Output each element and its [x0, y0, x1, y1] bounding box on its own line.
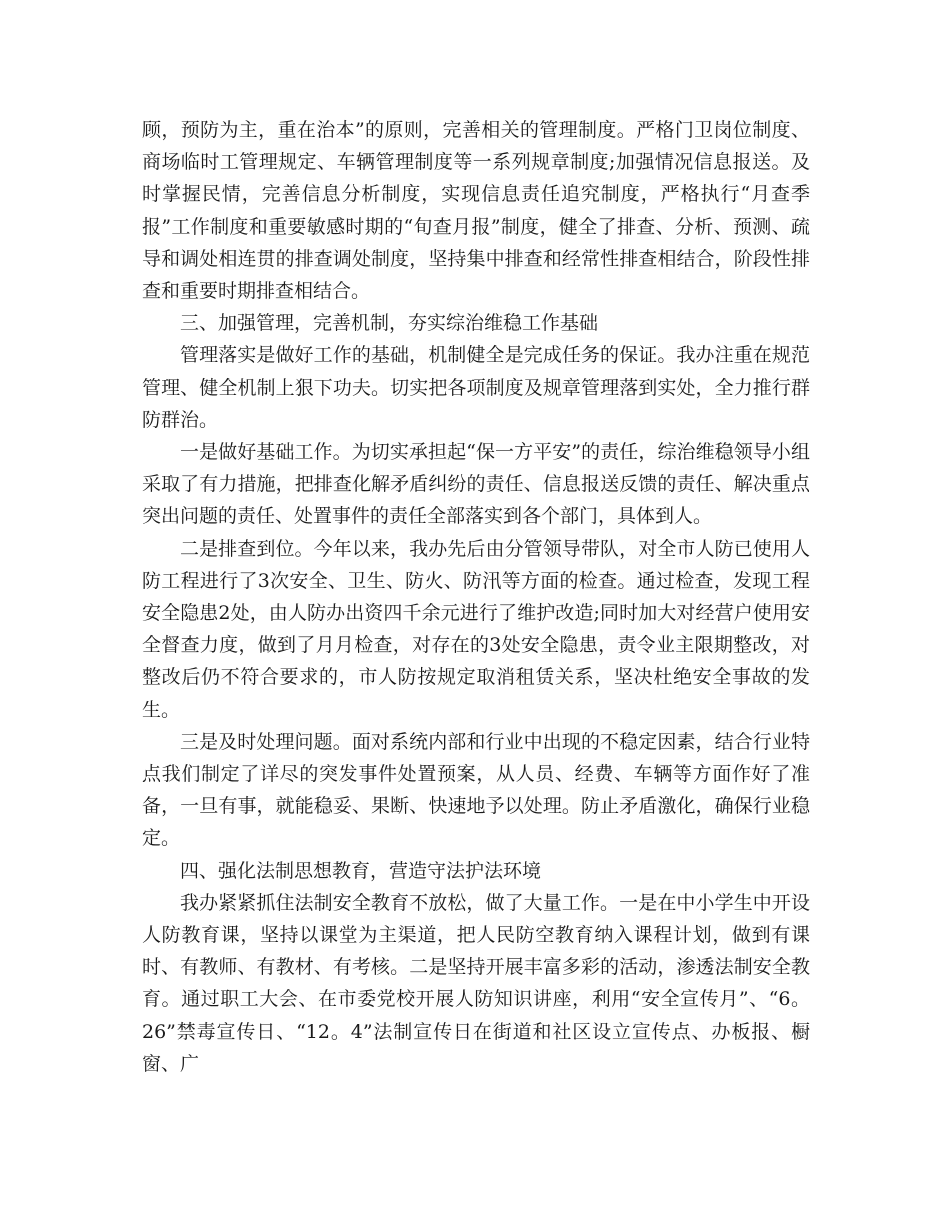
paragraph-legal-education: 我办紧紧抓住法制安全教育不放松，做了大量工作。一是在中小学生中开设人防教育课，坚持以课堂为主渠道，把人民防空教育纳入课程计划，做到有课时、有教师、有教材、有考核。二是坚持开展丰富多彩的活动，渗透法制安全教育。通过职工大会、在市委党校开展人防知识讲座，利用“安全宣传月”、“6。26”禁毒宣传日、“12。4”法制宣传日在街道和社区设立宣传点、办板报、橱窗、广: [142, 891, 810, 1075]
document-page: [142, 114, 810, 1080]
paragraph-intro: 管理落实是做好工作的基础，机制健全是完成任务的保证。我办注重在规范管理、健全机制上狠下功夫。切实把各项制度及规章管理落到实处，全力推行群防群治。: [142, 344, 810, 431]
paragraph-inspection: 二是排查到位。今年以来，我办先后由分管领导带队，对全市人防已使用人防工程进行了3次安全、卫生、防火、防汛等方面的检查。通过检查，发现工程安全隐患2处，由人防办出资四千余元进行了维护改造;同时加大对经营户使用安全督查力度，做到了月月检查，对存在的3处安全隐患，责令业主限期整改，对整改后仍不符合要求的，市人防按规定取消租赁关系，坚决杜绝安全事故的发生。: [142, 537, 810, 721]
section-heading-3: 三、加强管理，完善机制，夯实综治维稳工作基础: [180, 312, 599, 335]
section-heading-4: 四、强化法制思想教育，营造守法护法环境: [180, 859, 542, 882]
paragraph-basic-work: 一是做好基础工作。为切实承担起“保一方平安”的责任，综治维稳领导小组采取了有力措施，把排查化解矛盾纠纷的责任、信息报送反馈的责任、解决重点突出问题的责任、处置事件的责任全部落实到各个部门，具体到人。: [142, 441, 810, 528]
paragraph-continuation: 顾，预防为主，重在治本”的原则，完善相关的管理制度。严格门卫岗位制度、商场临时工管理规定、车辆管理制度等一系列规章制度;加强情况信息报送。及时掌握民情，完善信息分析制度，实现信息责任追究制度，严格执行“月查季报”工作制度和重要敏感时期的“旬查月报”制度，健全了排查、分析、预测、疏导和调处相连贯的排查调处制度，坚持集中排查和经常性排查相结合，阶段性排查和重要时期排查相结合。: [142, 119, 810, 303]
paragraph-handle-issues: 三是及时处理问题。面对系统内部和行业中出现的不稳定因素，结合行业特点我们制定了详尽的突发事件处置预案，从人员、经费、车辆等方面作好了准备，一旦有事，就能稳妥、果断、快速地予以处理。防止矛盾激化，确保行业稳定。: [142, 730, 810, 850]
